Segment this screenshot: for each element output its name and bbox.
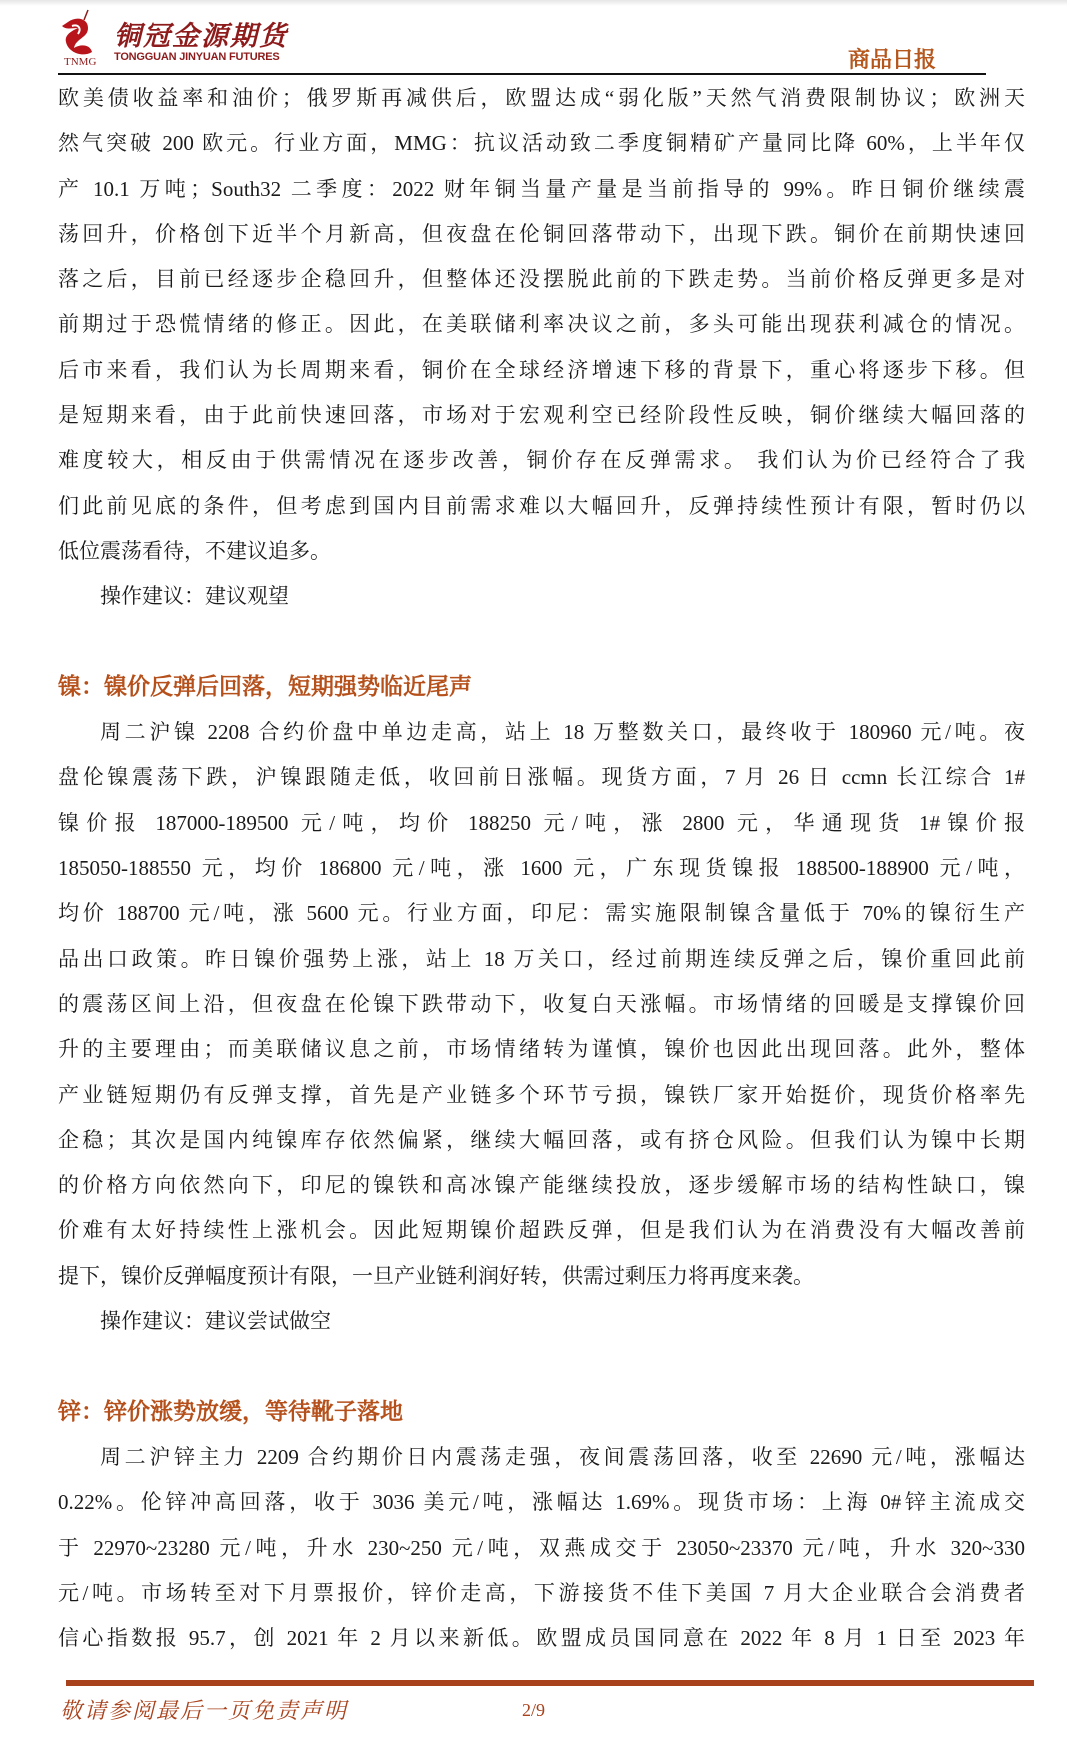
paragraph-line: 们此前见底的条件，但考虑到国内目前需求难以大幅回升，反弹持续性预计有限，暂时仍以 (58, 493, 1025, 518)
paragraph-line: 品出口政策。昨日镍价强势上涨，站上 18 万关口，经过前期连续反弹之后，镍价重回此前 (58, 946, 1025, 971)
paragraph-line: 185050-188550 元，均价 186800 元/吨，涨 1600 元，广东现货镍报 188500-188900 元/吨， (58, 856, 1025, 881)
footer-divider (66, 1680, 1034, 1686)
paragraph-line: 的价格方向依然向下，印尼的镍铁和高冰镍产能继续投放，逐步缓解市场的结构性缺口，镍 (58, 1173, 1025, 1198)
paragraph-line: 荡回升，价格创下近半个月新高，但夜盘在伦铜回落带动下，出现下跌。铜价在前期快速回 (58, 221, 1025, 246)
paragraph-line: 欧美债收益率和油价；俄罗斯再减供后，欧盟达成“弱化版”天然气消费限制协议；欧洲天 (58, 86, 1025, 110)
paragraph-line: 盘伦镍震荡下跌，沪镍跟随走低，收回前日涨幅。现货方面，7 月 26 日 ccmn 长江综合 1# (58, 765, 1025, 790)
paragraph-line: 然气突破 200 欧元。行业方面，MMG：抗议活动致二季度铜精矿产量同比降 60%，上半年仅 (58, 131, 1025, 156)
paragraph-line: 于 22970~23280 元/吨，升水 230~250 元/吨，双燕成交于 23050~23370 元/吨，升水 320~330 (58, 1535, 1025, 1560)
paragraph-line: 提下，镍价反弹幅度预计有限，一旦产业链利润好转，供需过剩压力将再度来袭。 (58, 1263, 814, 1288)
section-heading: 锌：锌价涨势放缓，等待靴子落地 (58, 1398, 403, 1425)
paragraph-line: 前期过于恐慌情绪的修正。因此，在美联储利率决议之前，多头可能出现获利减仓的情况。 (58, 312, 1025, 337)
paragraph-line: 元/吨。市场转至对下月票报价，锌价走高，下游接货不佳下美国 7 月大企业联合会消费者 (58, 1580, 1025, 1605)
paragraph-line: 低位震荡看待，不建议追多。 (58, 538, 331, 563)
section-heading: 镍：镍价反弹后回落，短期强势临近尾声 (58, 673, 472, 700)
spacer (58, 1344, 1025, 1389)
paragraph-line: 后市来看，我们认为长周期来看，铜价在全球经济增速下移的背景下，重心将逐步下移。但 (58, 357, 1025, 382)
company-logo (58, 8, 298, 68)
logo-emblem-icon (58, 8, 102, 60)
page-number: 2/9 (522, 1700, 546, 1720)
paragraph-line: 是短期来看，由于此前快速回落，市场对于宏观利空已经阶段性反映，铜价继续大幅回落的 (58, 403, 1025, 428)
paragraph-line: 0.22%。伦锌冲高回落，收于 3036 美元/吨，涨幅达 1.69%。现货市场：上海 0#锌主流成交 (58, 1490, 1025, 1515)
paragraph-line: 落之后，目前已经逐步企稳回升，但整体还没摆脱此前的下跌走势。当前价格反弹更多是对 (58, 267, 1025, 292)
logo-abbr: TNMG (64, 56, 97, 68)
paragraph-line: 升的主要理由；而美联储议息之前，市场情绪转为谨慎，镍价也因此出现回落。此外，整体 (58, 1037, 1025, 1062)
logo-chinese-name: 铜冠金源期货 (114, 21, 288, 52)
paragraph-line: 镍价报 187000-189500 元/吨，均价 188250 元/吨，涨 2800 元，华通现货 1#镍价报 (58, 810, 1025, 835)
recommendation-line: 操作建议：建议尝试做空 (100, 1309, 331, 1334)
top-shade (0, 0, 1067, 6)
report-title: 商品日报 (848, 48, 937, 73)
paragraph-line: 周二沪镍 2208 合约价盘中单边走高，站上 18 万整数关口，最终收于 180960 元/吨。夜 (100, 720, 1025, 745)
paragraph-line: 的震荡区间上沿，但夜盘在伦镍下跌带动下，收复白天涨幅。市场情绪的回暖是支撑镍价回 (58, 991, 1025, 1016)
paragraph-line: 企稳；其次是国内纯镍库存依然偏紧，继续大幅回落，或有挤仓风险。但我们认为镍中长期 (58, 1127, 1025, 1152)
header-divider (58, 73, 986, 75)
paragraph-line: 难度较大，相反由于供需情况在逐步改善，铜价存在反弹需求。 我们认为价已经符合了我 (58, 448, 1025, 473)
paragraph-line: 价难有太好持续性上涨机会。因此短期镍价超跌反弹，但是我们认为在消费没有大幅改善前 (58, 1218, 1025, 1243)
spacer (58, 620, 1025, 665)
paragraph-line: 产 10.1 万吨；South32 二季度：2022 财年铜当量产量是当前指导的 99%。昨日铜价继续震 (58, 176, 1025, 201)
report-body (58, 76, 1025, 1661)
paragraph-line: 信心指数报 95.7，创 2021 年 2 月以来新低。欧盟成员国同意在 2022 年 8 月 1 日至 2023 年 (58, 1626, 1025, 1651)
disclaimer-note: 敬请参阅最后一页免责声明 (60, 1698, 349, 1723)
recommendation-line: 操作建议：建议观望 (100, 584, 289, 609)
logo-english-name: TONGGUAN JINYUAN FUTURES (114, 51, 280, 63)
paragraph-line: 产业链短期仍有反弹支撑，首先是产业链多个环节亏损，镍铁厂家开始挺价，现货价格率先 (58, 1082, 1025, 1107)
paragraph-line: 均价 188700 元/吨，涨 5600 元。行业方面，印尼：需实施限制镍含量低于 70%的镍衍生产 (58, 901, 1025, 926)
paragraph-line: 周二沪锌主力 2209 合约期价日内震荡走强，夜间震荡回落，收至 22690 元/吨，涨幅达 (100, 1444, 1025, 1469)
